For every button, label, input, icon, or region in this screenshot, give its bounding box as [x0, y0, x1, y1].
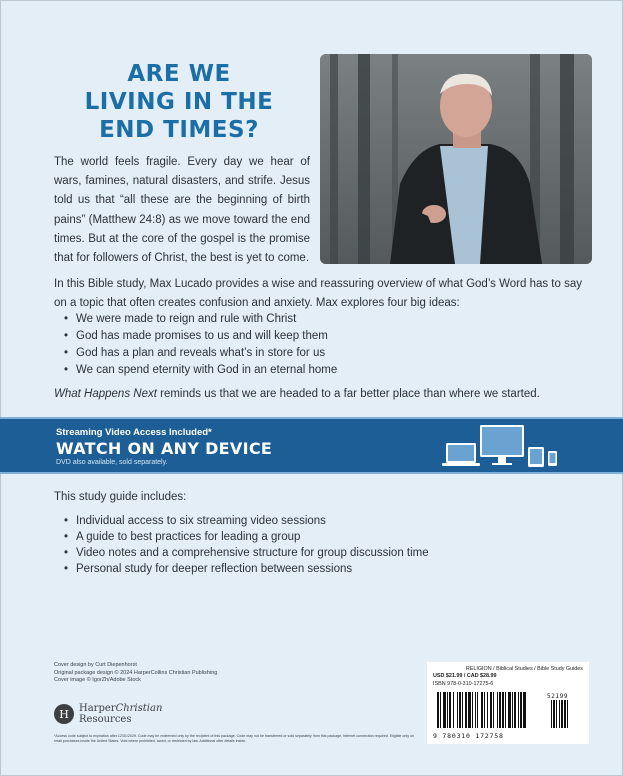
closing-text: reminds us that we are headed to a far better place than where we started.	[156, 388, 540, 400]
banner-subtitle: Streaming Video Access Included*	[56, 427, 212, 438]
headline-line-3: END TIMES?	[99, 117, 259, 143]
bisac-category: RELIGION / Biblical Studies / Bible Study Guides	[465, 666, 583, 672]
credit-line: Cover design by Curt Diepenhorst	[54, 662, 137, 668]
banner-title: WATCH ON ANY DEVICE	[56, 439, 273, 458]
publisher-name-part: Harper	[79, 703, 116, 714]
publisher-name	[79, 703, 162, 725]
publisher-logo	[54, 703, 162, 725]
list-item: • We can spend eternity with God in an eternal home	[64, 362, 584, 379]
guide-contents-list	[64, 513, 564, 577]
list-item: • A guide to best practices for leading a group	[64, 529, 564, 545]
streaming-banner	[0, 417, 623, 474]
credit-line: Cover image © IgorZh/Adobe Stock	[54, 677, 141, 683]
headline	[54, 60, 304, 144]
barcode-digits: 9 780310 172758	[433, 732, 504, 740]
intro-paragraph: The world feels fragile. Every day we hear of wars, famines, natural disasters, and strife. Jesus told us that “all these are the beginning of birth pains” (Matthew 24:8) as we move toward the end times. But at the core of the gospel is the promise that for followers of Christ, the best is yet to come.	[54, 156, 310, 265]
headline-line-1: ARE WE	[127, 61, 231, 87]
cover-credits	[54, 662, 217, 685]
list-item: • Individual access to six streaming video sessions	[64, 513, 564, 529]
book-title: What Happens Next	[54, 388, 157, 400]
devices-icon	[440, 423, 565, 471]
list-item: • God has a plan and reveals what’s in store for us	[64, 345, 584, 362]
publisher-mark-icon: H	[54, 704, 74, 724]
overview-paragraph: In this Bible study, Max Lucado provides a wise and reassuring overview of what God’s Word has to say on a topic that often creates confusion and anxiety. Max explores four big ideas:	[54, 278, 582, 309]
banner-note: DVD also available, sold separately.	[56, 459, 168, 466]
list-item: • We were made to reign and rule with Christ	[64, 311, 584, 328]
credit-line: Original package design © 2024 HarperCollins Christian Publishing	[54, 669, 218, 676]
fine-print: *Access code subject to expiration after 12/31/2029. Code may be redeemed only by the recipient of this package. Code may not be transferred or sold separately from this package. Internet connection required. Eligible only on retail purchases inside the United States. Void where prohibited, taxed, or restricted by law. Additional offer details inside.	[54, 734, 414, 743]
speaker-illustration	[320, 54, 592, 264]
speaker-photo	[320, 54, 592, 264]
price-label: USD $21.99 / CAD $28.99	[433, 673, 497, 679]
list-item: • God has made promises to us and will keep them	[64, 328, 584, 345]
closing-statement	[54, 386, 614, 403]
publisher-name-part: Christian	[115, 703, 163, 714]
barcode-panel	[427, 662, 589, 744]
big-ideas-list	[64, 311, 584, 379]
list-item: • Video notes and a comprehensive structure for group discussion time	[64, 545, 564, 561]
publisher-name-part: Resources	[79, 714, 132, 725]
headline-line-2: LIVING IN THE	[84, 89, 274, 115]
guide-intro: This study guide includes:	[54, 491, 187, 503]
isbn-label: ISBN 978-0-310-17275-6	[433, 681, 494, 687]
list-item: • Personal study for deeper reflection between sessions	[64, 561, 564, 577]
barcode-addon: 52199	[547, 693, 569, 700]
